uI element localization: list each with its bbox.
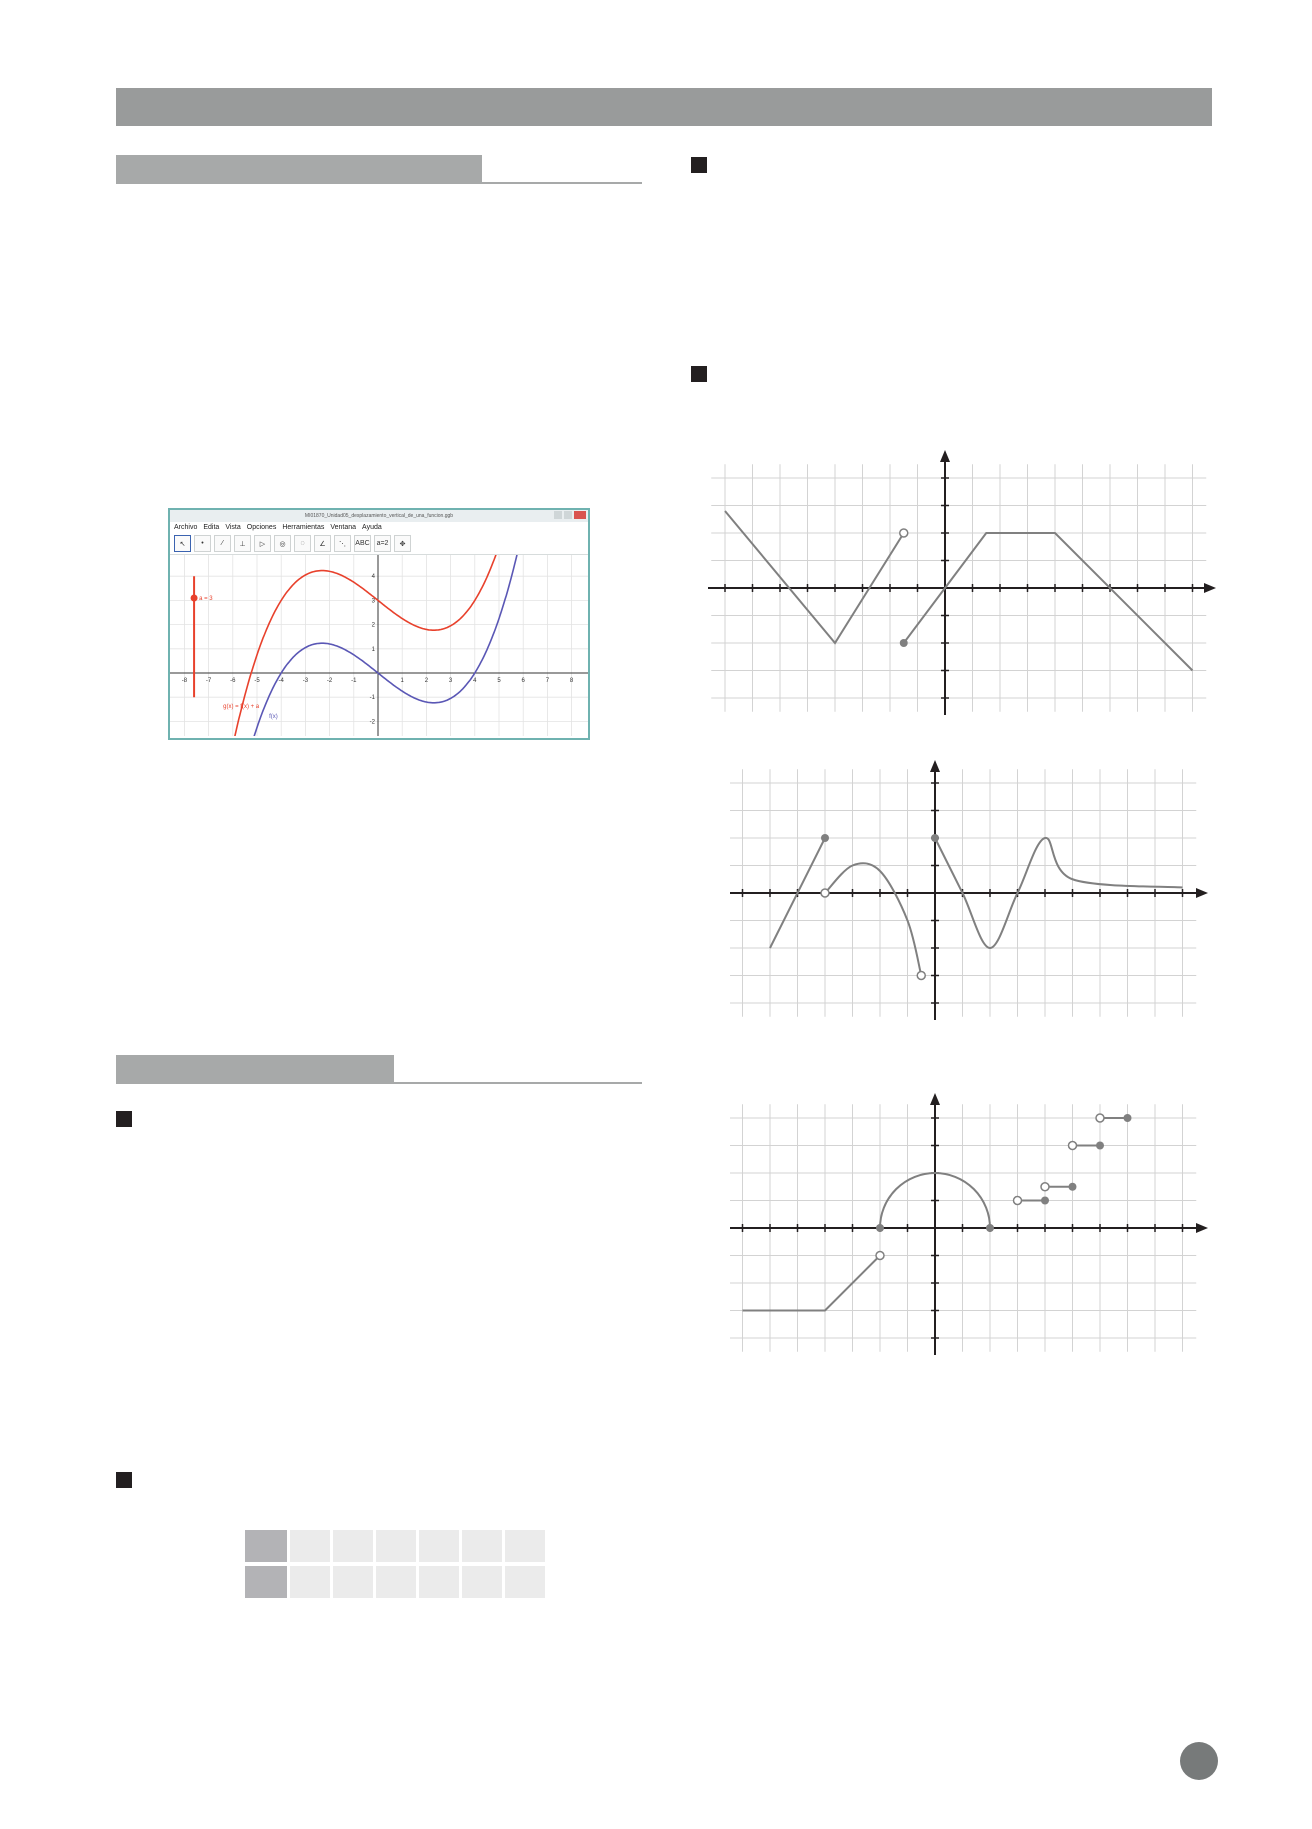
graphics-svg	[170, 555, 588, 736]
open-point	[1096, 1114, 1104, 1122]
y-tick-label: 4	[371, 574, 375, 581]
graph-1	[708, 450, 1218, 715]
x-tick-label: -7	[205, 678, 212, 684]
x-tick-label: 1	[400, 678, 404, 684]
table-header-x	[245, 1530, 287, 1562]
table-cell	[462, 1530, 502, 1562]
x-tick-label: 7	[545, 678, 550, 684]
table-cell	[462, 1566, 502, 1598]
y-axis-arrow	[940, 450, 950, 462]
filled-point	[1041, 1197, 1049, 1205]
circle-icon[interactable]: ◎	[274, 535, 291, 552]
f-curve	[245, 555, 523, 736]
section-title-bar-2	[116, 1055, 394, 1082]
x-tick-label: -5	[254, 678, 260, 684]
menu-ventana[interactable]: Ventana	[330, 524, 357, 531]
y-axis-arrow	[930, 760, 940, 772]
filled-point	[1069, 1183, 1077, 1191]
menu-edita[interactable]: Edita	[203, 524, 220, 531]
series-2-line	[825, 863, 921, 975]
filled-point	[876, 1224, 884, 1232]
table-cell	[376, 1530, 416, 1562]
table-header-y	[245, 1566, 287, 1598]
window-title: MI01870_Unidad05_desplazamiento_vertical_de_una_funcion.ggb	[304, 513, 454, 519]
menu-opciones[interactable]: Opciones	[246, 524, 277, 531]
x-tick-label: -2	[326, 678, 333, 684]
table-cell	[333, 1530, 373, 1562]
x-tick-label: -8	[181, 678, 188, 684]
section-rule-2	[116, 1082, 642, 1084]
x-tick-label: -3	[302, 678, 309, 684]
angle-icon[interactable]: ∠	[314, 535, 331, 552]
perpendicular-icon[interactable]: ⊥	[234, 535, 251, 552]
polygon-icon[interactable]: ▷	[254, 535, 271, 552]
open-point	[917, 972, 925, 980]
x-axis-arrow	[1196, 1223, 1208, 1233]
graph-2	[730, 760, 1210, 1020]
y-tick-label: -2	[369, 719, 375, 726]
bullet-square	[691, 157, 707, 173]
open-point	[1041, 1183, 1049, 1191]
slider-handle	[191, 594, 198, 601]
toolbar	[170, 533, 588, 555]
open-point	[1014, 1197, 1022, 1205]
header-bar	[116, 88, 1212, 126]
table-cell	[376, 1566, 416, 1598]
x-tick-label: 4	[473, 678, 477, 684]
filled-point	[931, 834, 939, 842]
f-label: f(x)	[269, 713, 278, 720]
open-point	[821, 889, 829, 897]
open-point	[900, 529, 908, 537]
filled-point	[1124, 1114, 1132, 1122]
series-2-line	[904, 533, 1193, 671]
value-table	[245, 1530, 545, 1602]
geogebra-window	[168, 508, 590, 740]
minimize-icon[interactable]	[554, 511, 562, 519]
maximize-icon[interactable]	[564, 511, 572, 519]
table-cell	[505, 1566, 545, 1598]
slider-tool[interactable]: a=2	[374, 535, 391, 552]
x-tick-label: 5	[497, 678, 501, 684]
x-tick-label: -6	[230, 678, 236, 684]
series-1-line	[725, 511, 904, 643]
text-tool[interactable]: ABC	[354, 535, 371, 552]
menu-ayuda[interactable]: Ayuda	[362, 524, 382, 531]
filled-point	[900, 639, 908, 647]
menu-vista[interactable]: Vista	[225, 524, 241, 531]
table-cell	[333, 1566, 373, 1598]
table-cell	[419, 1566, 459, 1598]
x-tick-label: 3	[448, 678, 453, 684]
y-tick-label: 1	[371, 646, 375, 653]
g-label: g(x) = f(x) + a	[223, 704, 260, 711]
section-title-bar-1	[116, 155, 482, 182]
graph-3	[730, 1093, 1210, 1355]
point-icon[interactable]: •	[194, 535, 211, 552]
x-tick-label: -1	[351, 678, 357, 684]
x-tick-label: 2	[424, 678, 429, 684]
menu-bar	[170, 522, 588, 533]
x-tick-label: 6	[521, 678, 525, 684]
table-cell	[505, 1530, 545, 1562]
y-tick-label: 2	[371, 622, 375, 629]
page-number-badge	[1180, 1742, 1218, 1780]
line-icon[interactable]: ⁄	[214, 535, 231, 552]
y-tick-label: 3	[371, 598, 375, 605]
window-titlebar	[170, 510, 588, 522]
table-cell	[290, 1566, 330, 1598]
move-view-icon[interactable]: ✥	[394, 535, 411, 552]
slider-label: a = 3	[199, 595, 213, 602]
menu-herramientas[interactable]: Herramientas	[282, 524, 325, 531]
open-point	[1069, 1142, 1077, 1150]
bullet-square	[116, 1111, 132, 1127]
x-tick-label: -4	[278, 678, 284, 684]
close-icon[interactable]	[574, 511, 586, 519]
menu-archivo[interactable]: Archivo	[174, 524, 198, 531]
section-rule-1	[116, 182, 642, 184]
open-point	[876, 1252, 884, 1260]
filled-point	[986, 1224, 994, 1232]
table-cell	[419, 1530, 459, 1562]
x-axis-arrow	[1204, 583, 1216, 593]
y-tick-label: -1	[369, 695, 375, 702]
reflect-icon[interactable]: ⋱	[334, 535, 351, 552]
table-cell	[290, 1530, 330, 1562]
pointer-icon[interactable]: ↖	[174, 535, 191, 552]
x-axis-arrow	[1196, 888, 1208, 898]
filled-point	[1096, 1142, 1104, 1150]
bullet-square	[116, 1472, 132, 1488]
filled-point	[821, 834, 829, 842]
g-curve	[233, 555, 504, 736]
x-tick-label: 8	[569, 678, 574, 684]
graphics-view[interactable]	[170, 555, 588, 736]
bullet-square	[691, 366, 707, 382]
y-axis-arrow	[930, 1093, 940, 1105]
ellipse-icon[interactable]: ◌	[294, 535, 311, 552]
